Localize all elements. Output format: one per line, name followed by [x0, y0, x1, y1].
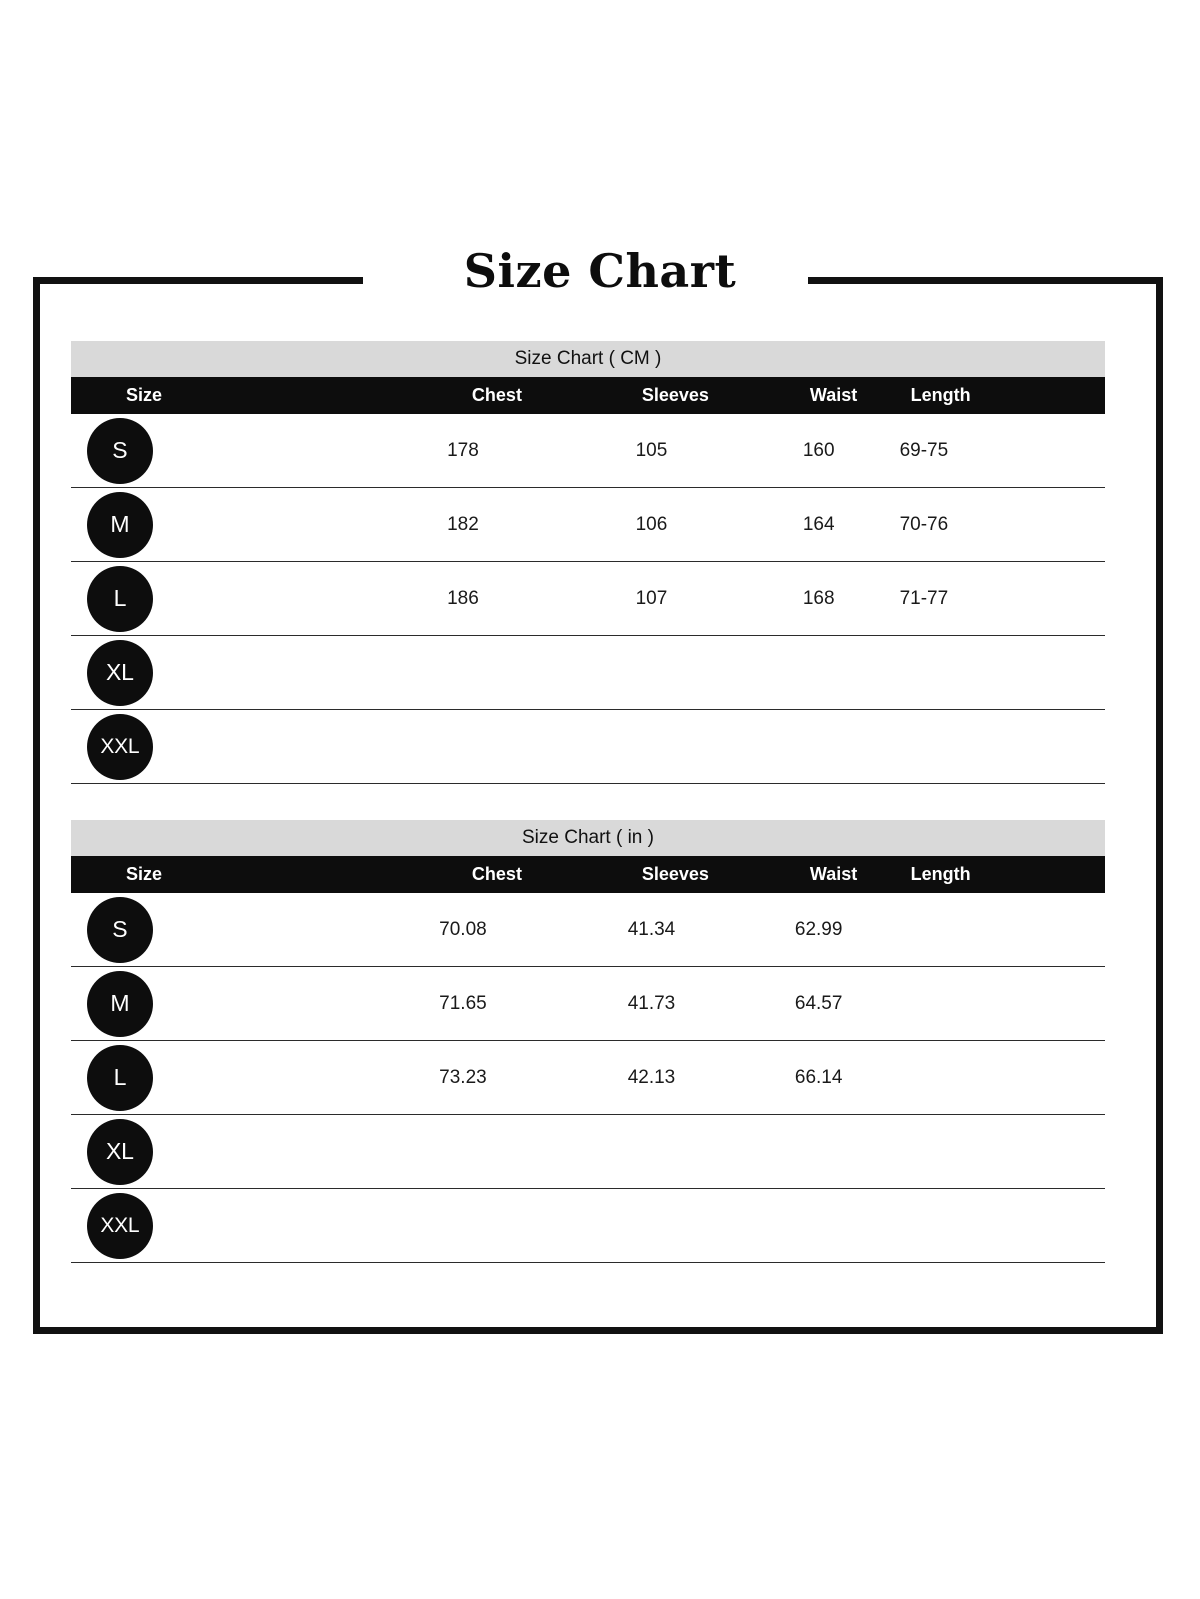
size-cell [71, 640, 369, 706]
size-cell [71, 971, 369, 1037]
table-header-row-in [71, 856, 1105, 893]
size-cell [71, 897, 369, 963]
frame-left-border [33, 277, 40, 1334]
size-cell [71, 1045, 369, 1111]
size-badge: M [87, 492, 153, 558]
page-title-row [0, 236, 1200, 306]
sleeves-cell: 41.34 [627, 918, 676, 940]
length-cell: 71-77 [899, 587, 949, 609]
table-row [71, 636, 1105, 710]
table-row [71, 414, 1105, 488]
column-header-chest: Chest [471, 864, 522, 884]
column-header-waist: Waist [809, 864, 858, 884]
chest-cell: 186 [447, 587, 479, 609]
size-badge: M [87, 971, 153, 1037]
table-row [71, 710, 1105, 784]
length-cell: 69-75 [899, 439, 949, 461]
sleeves-cell: 107 [635, 587, 668, 609]
size-badge: S [87, 418, 153, 484]
frame-top-left-segment [33, 277, 363, 284]
size-badge: S [87, 897, 153, 963]
length-cell: 70-76 [899, 513, 949, 535]
size-cell [71, 492, 369, 558]
column-header-length: Length [910, 385, 971, 405]
frame-right-border [1156, 277, 1163, 1334]
table-caption-in: Size Chart ( in ) [71, 820, 1105, 856]
table-row [71, 1189, 1105, 1263]
column-header-size: Size [126, 385, 163, 405]
sleeves-cell: 105 [635, 439, 668, 461]
waist-cell: 160 [802, 439, 835, 461]
frame-top-right-segment [808, 277, 1163, 284]
waist-cell: 64.57 [794, 992, 843, 1014]
frame-bottom-border [33, 1327, 1163, 1334]
chest-cell: 71.65 [439, 992, 487, 1014]
column-header-sleeves: Sleeves [641, 385, 709, 405]
size-badge: L [87, 566, 153, 632]
chest-cell: 178 [447, 439, 479, 461]
page-title: Size Chart [463, 244, 737, 298]
table-caption-cm: Size Chart ( CM ) [71, 341, 1105, 377]
waist-cell: 62.99 [794, 918, 843, 940]
table-header-row-cm [71, 377, 1105, 414]
table-row [71, 1115, 1105, 1189]
column-header-waist: Waist [809, 385, 858, 405]
sleeves-cell: 41.73 [627, 992, 676, 1014]
table-row [71, 562, 1105, 636]
size-cell [71, 714, 369, 780]
chest-cell: 73.23 [439, 1066, 487, 1088]
size-chart-in-table [71, 820, 1105, 1263]
size-cell [71, 1193, 369, 1259]
size-badge: XL [87, 1119, 153, 1185]
waist-cell: 168 [802, 587, 835, 609]
column-header-length: Length [910, 864, 971, 884]
size-badge: L [87, 1045, 153, 1111]
column-header-size: Size [126, 864, 163, 884]
column-header-sleeves: Sleeves [641, 864, 709, 884]
size-badge: XXL [87, 714, 153, 780]
sleeves-cell: 106 [635, 513, 668, 535]
table-row [71, 1041, 1105, 1115]
size-cell [71, 418, 369, 484]
size-chart-cm-table [71, 341, 1105, 784]
size-cell [71, 1119, 369, 1185]
sleeves-cell: 42.13 [627, 1066, 676, 1088]
size-badge: XL [87, 640, 153, 706]
waist-cell: 66.14 [794, 1066, 843, 1088]
table-row [71, 488, 1105, 562]
table-row [71, 967, 1105, 1041]
table-row [71, 893, 1105, 967]
chest-cell: 182 [447, 513, 479, 535]
size-badge: XXL [87, 1193, 153, 1259]
column-header-chest: Chest [471, 385, 522, 405]
size-cell [71, 566, 369, 632]
chest-cell: 70.08 [439, 918, 487, 940]
waist-cell: 164 [802, 513, 835, 535]
